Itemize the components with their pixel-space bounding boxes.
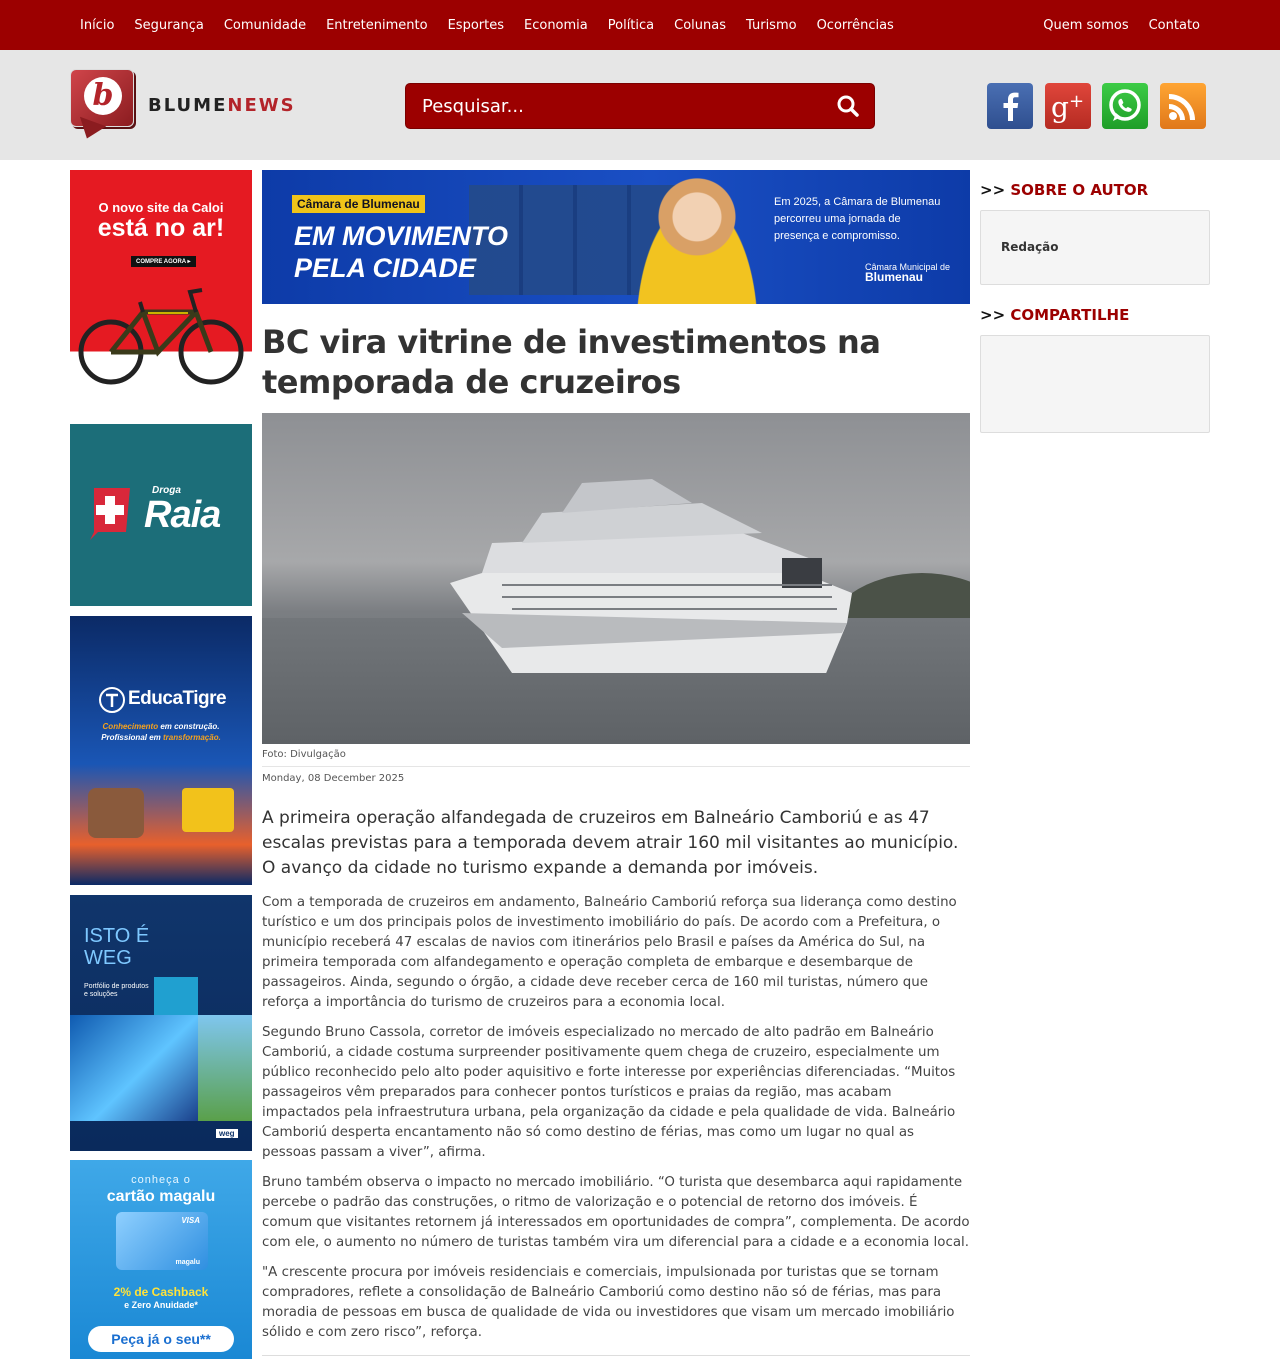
banner-headline-line2: PELA CIDADE xyxy=(294,253,477,283)
cruise-ship-image xyxy=(442,473,862,673)
nav-economia[interactable]: Economia xyxy=(524,17,588,33)
article-photo xyxy=(262,413,970,744)
ad-raia-big: Raia xyxy=(144,494,221,536)
banner-description: Em 2025, a Câmara de Blumenau percorreu uma jornada de presença e compromisso. xyxy=(774,196,941,242)
search-bar xyxy=(405,83,875,129)
tigre-logo-icon xyxy=(98,686,126,714)
article-date: Monday, 08 December 2025 xyxy=(262,773,405,784)
ad-weg-title2: WEG xyxy=(84,947,132,969)
whatsapp-icon xyxy=(1102,83,1148,129)
nav-colunas[interactable]: Colunas xyxy=(674,17,727,33)
ad-droga-raia[interactable] xyxy=(70,424,252,606)
rss-button[interactable] xyxy=(1160,83,1206,129)
ad-magalu-annual: e Zero Anuidade* xyxy=(124,1300,198,1310)
ad-caloi[interactable] xyxy=(70,170,252,412)
facebook-button[interactable] xyxy=(987,83,1033,129)
article-paragraph: "A crescente procura por imóveis residenciais e comerciais, impulsionada por turistas que se tornam compradores, reflete a consolidação de Balneário Camboriú como destino não só de férias, mas para moradia de pessoas em busca de qualidade de vida ou investidores que visam um mercado imobiliário sólido e com zero risco”, reforça. xyxy=(262,1265,955,1340)
share-box[interactable] xyxy=(980,335,1210,433)
banner-headline xyxy=(294,220,508,284)
author-box xyxy=(980,210,1210,285)
heading-prefix: >> xyxy=(980,181,1011,199)
article-paragraph: Com a temporada de cruzeiros em andamento, Balneário Camboriú reforça sua liderança como destino turístico e um dos principais polos de investimento imobiliário do país. De acordo com a Prefeitura, o município receberá 47 escalas de navios com itinerários pelo Brasil e países da América do Sul, na primeira temporada com alfandegamento e operação completa de embarque e desembarque de passageiros. Ainda, segundo o órgão, a cidade deve receber cerca de 160 mil turistas, número que reforça a importância do turismo de cruzeiros para a economia local. xyxy=(262,895,957,1010)
ad-weg-city-image xyxy=(70,1015,198,1121)
ad-caloi-cta: COMPRE AGORA ▸ xyxy=(131,256,196,267)
article-paragraph: Bruno também observa o impacto no mercado imobiliário. “O turista que desembarca aqui rapidamente percebe o padrão das construções, o ritmo de valorização e o potencial de retorno dos imóveis. É comum que visitantes retornem já interessados em oportunidades de compra”, complementa. De acordo com ele, o aumento no número de turistas também vira um diferencial para a cidade e a economia local. xyxy=(262,1175,970,1250)
svg-text:+: + xyxy=(1069,91,1085,112)
google-plus-button[interactable] xyxy=(1045,83,1091,129)
ad-magalu-visa: VISA xyxy=(181,1216,200,1225)
nav-esportes[interactable]: Esportes xyxy=(447,17,504,33)
site-header xyxy=(0,50,1280,160)
facebook-icon xyxy=(987,83,1033,129)
nav-politica[interactable]: Política xyxy=(607,17,655,33)
pipe-fitting-image xyxy=(88,788,144,838)
ad-tigre-line1a: Conhecimento xyxy=(102,722,159,731)
article-body xyxy=(262,893,970,1353)
site-logo[interactable] xyxy=(70,68,330,142)
google-plus-icon xyxy=(1045,83,1091,129)
ad-weg-brand: weg xyxy=(216,1129,238,1138)
logo-blume: BLUME xyxy=(148,94,228,116)
banner-camara-blumenau[interactable] xyxy=(262,170,970,304)
ad-weg-sub: Portfólio de produtos e soluções xyxy=(84,983,149,998)
ad-caloi-line2: está no ar! xyxy=(97,214,225,242)
article-paragraph: Segundo Bruno Cassola, corretor de imóveis especializado no mercado de alto padrão em Balneário Camboriú, a cidade costuma surpreender positivamente quem chega de cruzeiro, especialmente um público reconhecido pelo alto poder aquisitivo e forte interesse por experiências diferenciadas. “Muitos passageiros vêm preparados para conhecer pontos turísticos e praias da região, mas acabam impactados pela infraestrutura urbana, pela organização da cidade e pela qualidade de vida. Balneário Camboriú desperta encantamento não só como destino de férias, mas como um lugar no qual as pessoas passam a viver”, afirma. xyxy=(262,1025,956,1160)
search-icon[interactable] xyxy=(836,94,860,118)
nav-seguranca[interactable]: Segurança xyxy=(134,17,204,33)
svg-text:g: g xyxy=(1051,91,1069,124)
rss-icon xyxy=(1160,83,1206,129)
share-heading-text: COMPARTILHE xyxy=(1010,306,1130,324)
ad-weg[interactable] xyxy=(70,895,252,1151)
banner-cam-small: Câmara Municipal de xyxy=(865,262,951,272)
bicycle-icon xyxy=(78,280,244,390)
ad-weg-worker-image xyxy=(154,977,198,1015)
nav-contato[interactable]: Contato xyxy=(1148,17,1200,33)
ad-cartao-magalu[interactable] xyxy=(70,1160,252,1359)
nav-inicio[interactable]: Início xyxy=(80,17,115,33)
secondary-menu xyxy=(1023,0,1200,50)
author-heading xyxy=(980,181,1148,199)
heading-prefix: >> xyxy=(980,306,1011,324)
ad-magalu-cashback: 2% de Cashback xyxy=(113,1285,209,1299)
author-heading-text: SOBRE O AUTOR xyxy=(1010,181,1149,199)
nav-comunidade[interactable]: Comunidade xyxy=(223,17,307,33)
divider xyxy=(262,1355,970,1356)
logo-news: NEWS xyxy=(227,94,296,116)
divider xyxy=(262,766,970,767)
raia-cross-icon xyxy=(88,484,132,542)
banner-cam-big: Blumenau xyxy=(865,270,924,284)
banner-tag: Câmara de Blumenau xyxy=(292,195,425,213)
ad-magalu-big: cartão magalu xyxy=(106,1188,216,1205)
ad-raia-small: Droga xyxy=(152,485,181,496)
banner-camara-logo xyxy=(865,262,950,282)
article-title: BC vira vitrine de investimentos na temporada de cruzeiros xyxy=(262,323,881,401)
banner-headline-line1: EM MOVIMENTO xyxy=(294,221,509,251)
whatsapp-button[interactable] xyxy=(1102,83,1148,129)
article-lead: A primeira operação alfandegada de cruzeiros em Balneário Camboriú e as 47 escalas previstas para a temporada devem atrair 160 mil visitantes ao município. O avanço da cidade no turismo expande a demanda por imóveis. xyxy=(262,808,959,878)
logo-wordmark xyxy=(148,95,296,116)
ad-tigre-line1b: em construção. xyxy=(158,722,220,731)
ad-caloi-line1: O novo site da Caloi xyxy=(98,200,224,215)
credit-card-image xyxy=(116,1212,208,1270)
share-heading xyxy=(980,306,1129,324)
ad-weg-windmill-image xyxy=(198,1015,252,1121)
banner-woman-image xyxy=(622,170,772,304)
ad-tigre-title: EducaTigre xyxy=(128,688,227,709)
nav-quem-somos[interactable]: Quem somos xyxy=(1043,17,1129,33)
search-input[interactable] xyxy=(406,84,806,128)
author-name[interactable]: Redação xyxy=(1001,240,1059,254)
ad-tigre-line2b: transformação. xyxy=(163,733,221,742)
ad-weg-title1: ISTO É xyxy=(84,925,150,947)
junction-box-image xyxy=(182,788,234,832)
ad-magalu-card: magalu xyxy=(175,1259,200,1266)
ad-magalu-small: conheça o xyxy=(131,1174,191,1186)
ad-educa-tigre[interactable] xyxy=(70,616,252,885)
nav-ocorrencias[interactable]: Ocorrências xyxy=(816,17,894,33)
nav-turismo[interactable]: Turismo xyxy=(746,17,797,33)
main-menu xyxy=(80,0,914,50)
photo-caption: Foto: Divulgação xyxy=(262,749,346,760)
ad-tigre-line2a: Profissional em xyxy=(101,733,163,742)
logo-icon: b xyxy=(70,69,134,141)
top-navigation xyxy=(0,0,1280,50)
nav-entretenimento[interactable]: Entretenimento xyxy=(326,17,428,33)
ad-magalu-cta: Peça já o seu** xyxy=(88,1326,234,1352)
